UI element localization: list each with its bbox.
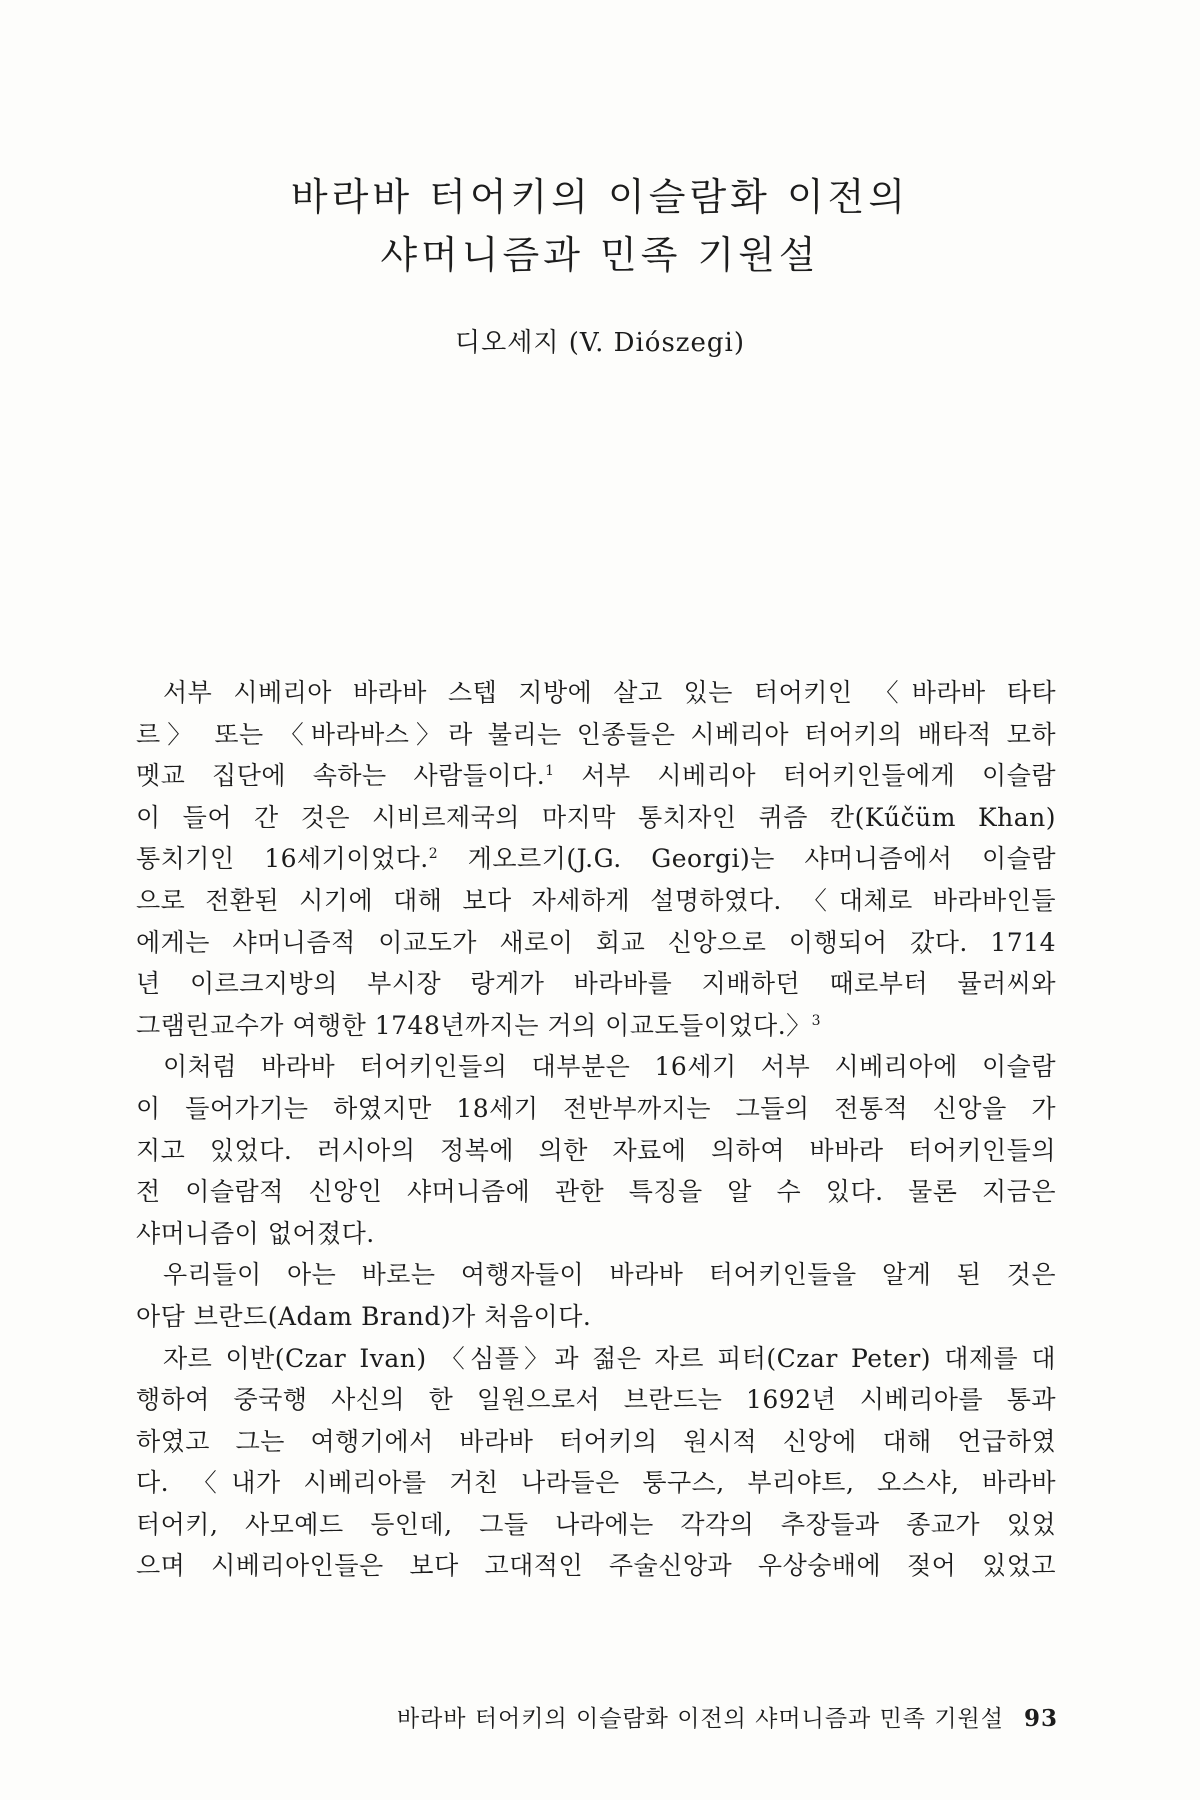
title-line-2: 샤머니즘과 민족 기원설 — [380, 233, 820, 277]
text-line — [136, 755, 1056, 797]
article-title — [0, 168, 1200, 284]
footnote-ref-1: 1 — [545, 763, 555, 780]
text-line: 르〉 또는 〈바라바스〉라 불리는 인종들은 시베리아 터어키의 배타적 모하 — [136, 719, 1056, 749]
text-line: 에게는 샤머니즘적 이교도가 새로이 회교 신앙으로 이행되어 갔다. 1714 — [136, 927, 1056, 957]
text-line: 으로 전환된 시기에 대해 보다 자세하게 설명하였다. 〈대체로 바라바인들 — [136, 885, 1056, 915]
author-byline: 디오세지 (V. Diószegi) — [455, 328, 745, 358]
running-title: 바라바 터어키의 이슬람화 이전의 샤머니즘과 민족 기원설 — [396, 1706, 1004, 1732]
text-segment: 서부 시베리아 터어키인들에게 이슬람 — [581, 761, 1056, 791]
paragraph-4 — [136, 1338, 1056, 1588]
text-line: 자르 이반(Czar Ivan) 〈심플〉과 젊은 자르 피터(Czar Peter) 대제를 대 — [163, 1343, 1056, 1373]
page-number: 93 — [1023, 1705, 1058, 1732]
body-text — [136, 672, 1056, 1587]
paragraph-2 — [136, 1046, 1056, 1254]
text-line: 다. 〈내가 시베리아를 거친 나라들은 퉁구스, 부리야트, 오스샤, 바라바 — [136, 1468, 1056, 1498]
paragraph-1 — [136, 672, 1056, 1046]
text-segment: 게오르기(J.G. Georgi)는 샤머니즘에서 이슬람 — [467, 844, 1056, 874]
text-segment: 멧교 집단에 속하는 사람들이다. — [136, 761, 546, 791]
text-line: 우리들이 아는 바로는 여행자들이 바라바 터어키인들을 알게 된 것은 — [163, 1260, 1056, 1290]
text-segment: 통치기인 16세기이었다. — [136, 844, 429, 874]
text-line: 아담 브란드(Adam Brand)가 처음이다. — [136, 1301, 592, 1331]
text-line: 하였고 그는 여행기에서 바라바 터어키의 원시적 신앙에 대해 언급하였 — [136, 1426, 1056, 1456]
text-line: 으며 시베리아인들은 보다 고대적인 주술신앙과 우상숭배에 젖어 있었고 — [136, 1551, 1056, 1581]
text-line: 년 이르크지방의 부시장 랑게가 바라바를 지배하던 때로부터 뮬러씨와 — [136, 969, 1056, 999]
title-line-1: 바라바 터어키의 이슬람화 이전의 — [290, 175, 910, 219]
page-footer — [298, 1700, 1058, 1733]
text-segment: 그램린교수가 여행한 1748년까지는 거의 이교도들이었다.〉 — [136, 1010, 812, 1040]
paragraph-3 — [136, 1254, 1056, 1337]
text-line: 터어키, 사모예드 등인데, 그들 나라에는 각각의 추장들과 종교가 있었 — [136, 1509, 1056, 1539]
text-line: 이 들어 간 것은 시비르제국의 마지막 통치자인 퀴즘 칸(Kűčüm Khan) — [136, 802, 1056, 832]
text-line: 행하여 중국행 사신의 한 일원으로서 브란드는 1692년 시베리아를 통과 — [136, 1385, 1056, 1415]
text-line — [136, 838, 1056, 880]
text-line — [136, 1005, 1056, 1047]
text-line: 샤머니즘이 없어졌다. — [136, 1218, 375, 1248]
text-line: 서부 시베리아 바라바 스텝 지방에 살고 있는 터어키인 〈바라바 타타 — [163, 678, 1056, 707]
text-line: 이처럼 바라바 터어키인들의 대부분은 16세기 서부 시베리아에 이슬람 — [163, 1052, 1056, 1082]
text-line: 전 이슬람적 신앙인 샤머니즘에 관한 특징을 알 수 있다. 물론 지금은 — [136, 1177, 1056, 1207]
text-line: 이 들어가기는 하였지만 18세기 전반부까지는 그들의 전통적 신앙을 가 — [136, 1093, 1056, 1123]
text-line: 지고 있었다. 러시아의 정복에 의한 자료에 의하여 바바라 터어키인들의 — [136, 1135, 1056, 1165]
footnote-ref-2: 2 — [428, 846, 439, 863]
footnote-ref-3: 3 — [811, 1012, 822, 1029]
